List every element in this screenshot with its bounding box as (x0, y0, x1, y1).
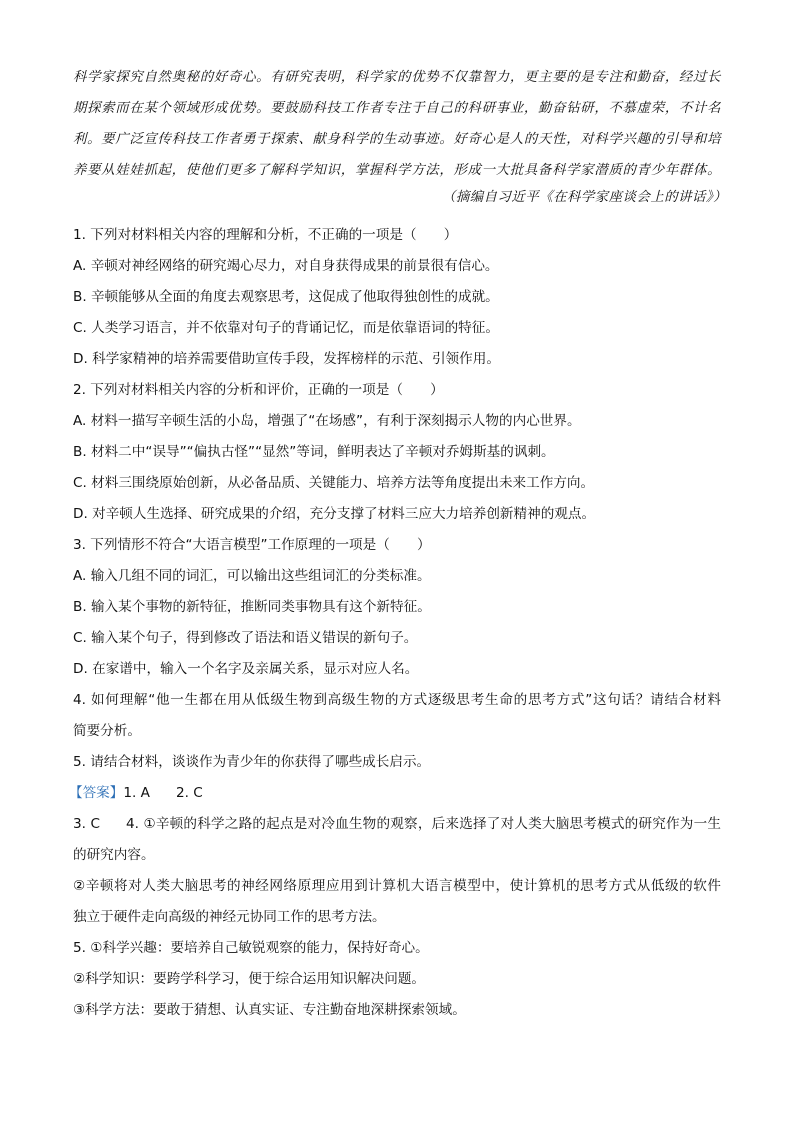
answer-5-point-1: 5. ①科学兴趣：要培养自己敏锐观察的能力，保持好奇心。 (73, 940, 429, 956)
answer-5-point-2: ②科学知识：要跨学科学习，便于综合运用知识解决问题。 (73, 971, 426, 987)
reading-passage (73, 62, 727, 210)
passage-line: 利。要广泛宣传科技工作者勇于探索、献身科学的生动事迹。好奇心是人的天性，对科学兴趣的引导和培 (73, 132, 721, 147)
question-3-option-a: A. 输入几组不同的词汇，可以输出这些组词汇的分类标准。 (73, 568, 431, 584)
question-3-stem: 3. 下列情形不符合“大语言模型”工作原理的一项是（ ） (73, 537, 431, 553)
passage-line: 期探索而在某个领域形成优势。要鼓励科技工作者专注于自己的科研事业，勤奋钻研，不慕虚荣，不计名 (73, 101, 721, 116)
question-3-option-d: D. 在家谱中，输入一个名字及亲属关系，显示对应人名。 (73, 661, 419, 677)
answer-4-line2: 的研究内容。 (73, 847, 155, 863)
question-1-stem: 1. 下列对材料相关内容的理解和分析，不正确的一项是（ ） (73, 227, 458, 243)
passage-line: 科学家探究自然奥秘的好奇心。有研究表明，科学家的优势不仅靠智力，更主要的是专注和勤奋，经过长 (73, 70, 721, 85)
question-2-option-b: B. 材料二中“误导”“偏执古怪”“显然”等词，鲜明表达了辛顿对乔姆斯基的讽刺。 (73, 444, 555, 460)
answer-tag: 【答案】 (69, 785, 124, 801)
answer-2: 2. C (175, 785, 203, 801)
question-3-option-c: C. 输入某个句子，得到修改了语法和语义错误的新句子。 (73, 630, 418, 646)
answer-1: 1. A (123, 785, 150, 801)
answer-4-line1: 4. ①辛顿的科学之路的起点是对冷血生物的观察，后来选择了对人类大脑思考模式的研究作为一生 (125, 816, 721, 832)
question-1-option-a: A. 辛顿对神经网络的研究竭心尽力，对自身获得成果的前景很有信心。 (73, 258, 499, 274)
question-2-stem: 2. 下列对材料相关内容的分析和评价，正确的一项是（ ） (73, 382, 444, 398)
answer-4-line3: ②辛顿将对人类大脑思考的神经网络原理应用到计算机大语言模型中，使计算机的思考方式从低级的软件 (73, 878, 721, 894)
question-2-option-c: C. 材料三围绕原始创新，从必备品质、关键能力、培养方法等角度提出未来工作方向。 (73, 475, 595, 491)
question-1-option-b: B. 辛顿能够从全面的角度去观察思考，这促成了他取得独创性的成就。 (73, 289, 499, 305)
answer-line-2 (73, 809, 721, 840)
question-1-option-c: C. 人类学习语言，并不依靠对句子的背诵记忆，而是依靠语词的特征。 (73, 320, 499, 336)
passage-line: 养要从娃娃抓起，使他们更多了解科学知识，掌握科学方法，形成一大批具备科学家潜质的青少年群体。 (73, 163, 721, 178)
question-1-option-d: D. 科学家精神的培养需要借助宣传手段，发挥榜样的示范、引领作用。 (73, 351, 500, 367)
answer-line-1 (69, 778, 721, 809)
question-2-option-a: A. 材料一描写辛顿生活的小岛，增强了“在场感”，有利于深刻揭示人物的内心世界。 (73, 413, 581, 429)
answer-3: 3. C (73, 816, 100, 832)
passage-source: （摘编自习近平《在科学家座谈会上的讲话》） (441, 190, 727, 205)
questions-section (69, 220, 721, 1026)
question-5-stem: 5. 请结合材料，谈谈作为青少年的你获得了哪些成长启示。 (73, 754, 431, 770)
answer-4-line4: 独立于硬件走向高级的神经元协同工作的思考方法。 (73, 909, 386, 925)
answer-5-point-3: ③科学方法：要敢于猜想、认真实证、专注勤奋地深耕探索领域。 (73, 1002, 466, 1018)
question-4-stem-line1: 4. 如何理解“他一生都在用从低级生物到高级生物的方式逐级思考生命的思考方式”这句话？请结合材料 (73, 692, 721, 708)
question-4-stem-line2: 简要分析。 (73, 723, 141, 739)
question-3-option-b: B. 输入某个事物的新特征，推断同类事物具有这个新特征。 (73, 599, 431, 615)
question-2-option-d: D. 对辛顿人生选择、研究成果的介绍，充分支撑了材料三应大力培养创新精神的观点。 (73, 506, 596, 522)
